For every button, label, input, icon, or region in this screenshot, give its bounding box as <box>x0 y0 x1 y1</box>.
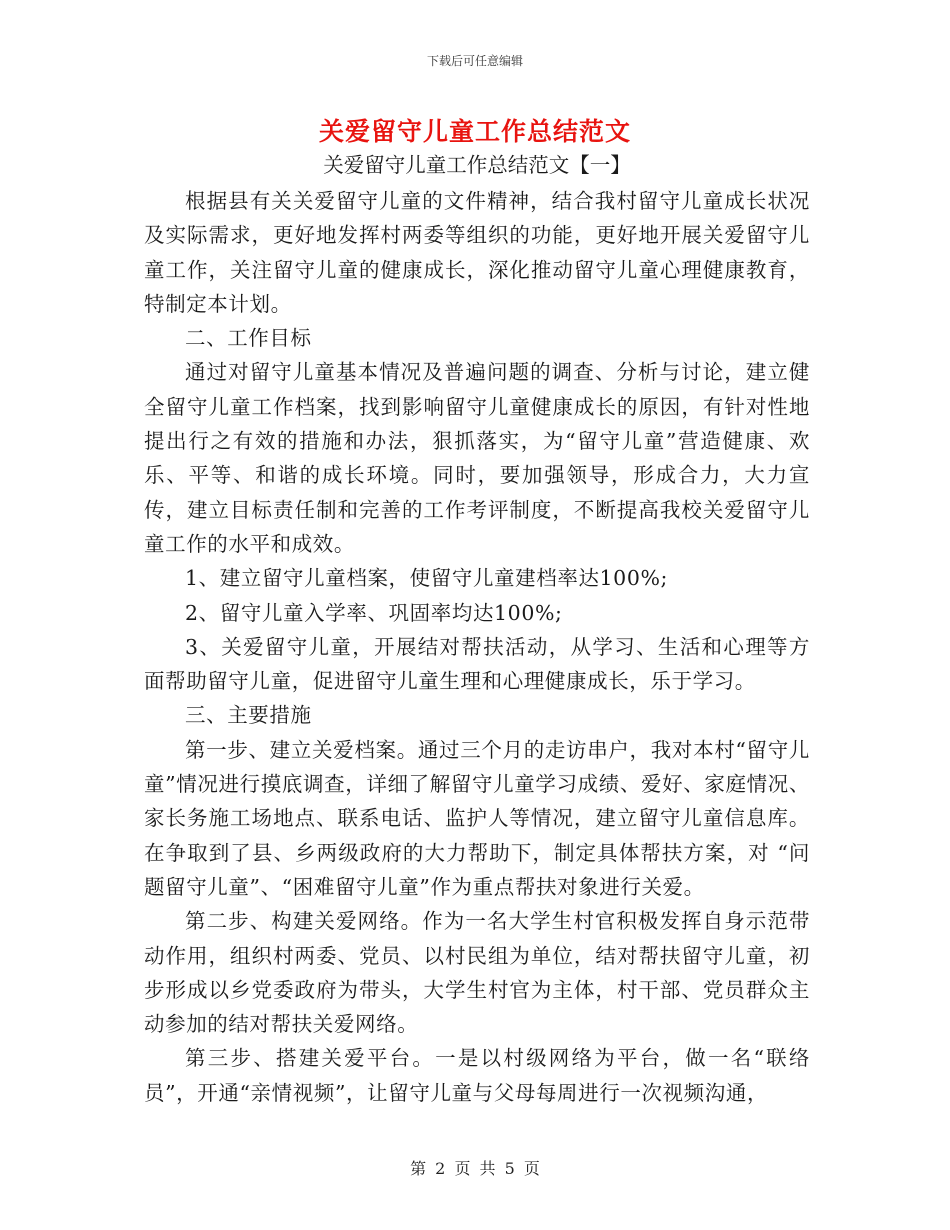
paragraph-step-1: 第一步、建立关爱档案。通过三个月的走访串户，我对本村“留守儿童”情况进行摸底调查，详细了解留守儿童学习成绩、爱好、家庭情况、家长务施工场地点、联系电话、监护人等情况，建立留守儿童信息库。在争取到了县、乡两级政府的大力帮助下，制定具体帮扶方案，对 “问题留守儿童”、“困难留守儿童”作为重点帮扶对象进行关爱。 <box>144 737 810 899</box>
goal-item-1: 1、建立留守儿童档案，使留守儿童建档率达100%; <box>185 566 669 591</box>
header-note: 下载后可任意编辑 <box>426 54 523 68</box>
paragraph-goals: 通过对留守儿童基本情况及普遍问题的调查、分析与讨论，建立健全留守儿童工作档案，找到影响留守儿童健康成长的原因，有针对性地提出行之有效的措施和办法，狠抓落实，为“留守儿童”营造健康、欢乐、平等、和谐的成长环境。同时，要加强领导，形成合力，大力宣传，建立目标责任制和完善的工作考评制度，不断提高我校关爱留守儿童工作的水平和成效。 <box>144 360 810 556</box>
document-title: 关爱留守儿童工作总结范文 <box>318 117 631 146</box>
paragraph-step-2: 第二步、构建关爱网络。作为一名大学生村官积极发挥自身示范带动作用，组织村两委、党员、以村民组为单位，结对帮扶留守儿童，初步形成以乡党委政府为带头，大学生村官为主体，村干部、党员群众主动参加的结对帮扶关爱网络。 <box>144 909 810 1037</box>
document-body <box>144 148 810 1110</box>
goal-item-3: 3、关爱留守儿童，开展结对帮扶活动，从学习、生活和心理等方面帮助留守儿童，促进留守儿童生理和心理健康成长，乐于学习。 <box>144 634 810 694</box>
section-subtitle: 关爱留守儿童工作总结范文【一】 <box>323 153 631 177</box>
page-footer: 第 2 页 共 5 页 <box>410 1159 540 1178</box>
heading-work-goals: 二、工作目标 <box>185 326 312 351</box>
paragraph-intro: 根据县有关关爱留守儿童的文件精神，结合我村留守儿童成长状况及实际需求，更好地发挥村两委等组织的功能，更好地开展关爱留守儿童工作，关注留守儿童的健康成长，深化推动留守儿童心理健康教育，特制定本计划。 <box>144 189 810 316</box>
heading-main-measures: 三、主要措施 <box>185 703 312 728</box>
goal-item-2: 2、留守儿童入学率、巩固率均达100%; <box>185 600 563 625</box>
paragraph-step-3: 第三步、搭建关爱平台。一是以村级网络为平台，做一名“联络员”，开通“亲情视频”，让留守儿童与父母每周进行一次视频沟通， <box>144 1046 810 1105</box>
